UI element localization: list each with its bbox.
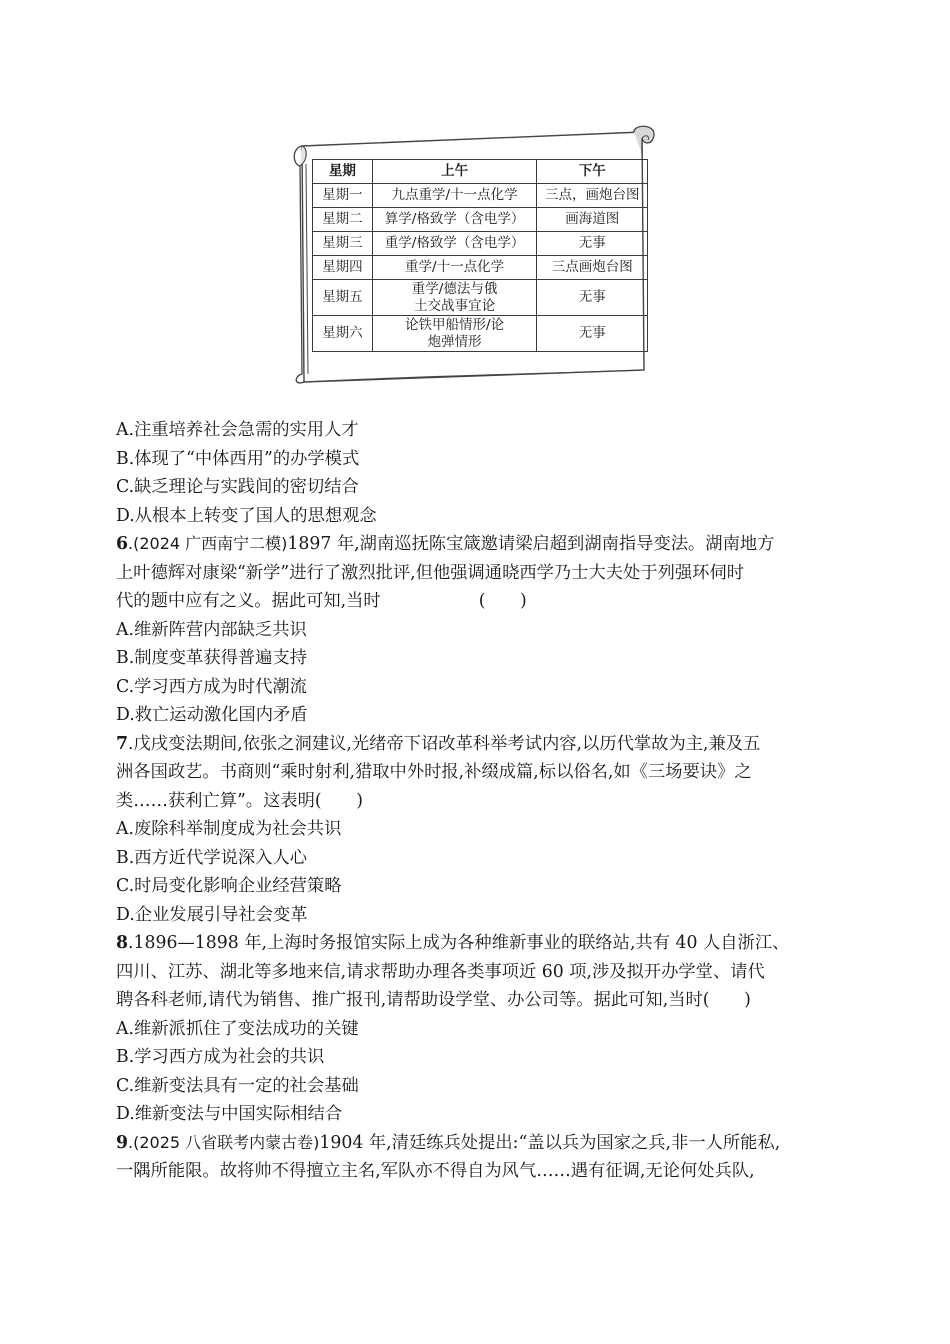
cell-day: 星期一 bbox=[313, 184, 373, 208]
q5-option-b: B.体现了“中体西用”的办学模式 bbox=[116, 448, 360, 469]
q9-number: 9 bbox=[116, 1132, 129, 1153]
q7-option-d: D.企业发展引导社会变革 bbox=[116, 904, 308, 925]
cell-afternoon: 画海道图 bbox=[537, 208, 648, 232]
cell-afternoon: 三点画炮台图 bbox=[537, 256, 648, 280]
q9-stem-line: 一隅所能限。故将帅不得擅立主名,军队亦不得自为风气……遇有征调,无论何处兵队, bbox=[116, 1161, 755, 1181]
cell-morning: 算学/格致学（含电学） bbox=[372, 208, 537, 232]
q8-option-a: A.维新派抓住了变法成功的关键 bbox=[116, 1018, 359, 1039]
q6-option-d: D.救亡运动激化国内矛盾 bbox=[116, 705, 308, 725]
q8-option-c: C.维新变法具有一定的社会基础 bbox=[116, 1075, 359, 1096]
table-row bbox=[313, 256, 648, 280]
q6-option-c: C.学习西方成为时代潮流 bbox=[116, 676, 307, 697]
q6-number: 6 bbox=[116, 534, 129, 554]
schedule-table bbox=[312, 159, 648, 352]
table-row bbox=[313, 232, 648, 256]
cell-day: 星期六 bbox=[313, 316, 373, 352]
cell-afternoon: 三点，画炮台图 bbox=[537, 184, 648, 208]
q8-stem-line: 8.1896—1898 年,上海时务报馆实际上成为各种维新事业的联络站,共有 40 人自浙江、 bbox=[116, 933, 790, 953]
cell-morning-line: 重学/德法与俄 bbox=[411, 280, 498, 297]
cell-morning-line: 土交战事宜论 bbox=[414, 297, 496, 314]
answer-blank: ( ) bbox=[478, 591, 527, 611]
cell-morning-line: 论铁甲船情形/论 bbox=[405, 316, 505, 333]
q8-stem-line: 聘各科老师,请代为销售、推广报刊,请帮助设学堂、办公司等。据此可知,当时( ) bbox=[116, 990, 751, 1010]
q8-option-d: D.维新变法与中国实际相结合 bbox=[116, 1104, 343, 1124]
cell-day: 星期二 bbox=[313, 208, 373, 232]
cell-morning-line: 炮弹情形 bbox=[427, 333, 482, 350]
q5-option-d: D.从根本上转变了国人的思想观念 bbox=[116, 505, 377, 526]
question-text bbox=[116, 416, 836, 1186]
q6-stem-line: 上叶德辉对康梁“新学”进行了激烈批评,但他强调通晓西学乃士大夫处于列强环伺时 bbox=[116, 562, 745, 583]
table-row bbox=[313, 316, 648, 352]
q7-stem-line: 类……获利亡算”。这表明( ) bbox=[116, 790, 363, 811]
q7-stem-line: 洲各国政艺。书商则“乘时射利,猎取中外时报,补缀成篇,标以俗名,如《三场要诀》之 bbox=[116, 762, 752, 782]
q6-stem-line: 6.(2024 广西南宁二模)1897 年,湖南巡抚陈宝箴邀请梁启超到湖南指导变法。湖南地方 bbox=[116, 534, 775, 554]
q8-stem-line: 四川、江苏、湖北等多地来信,请求帮助办理各类事项近 60 项,涉及拟开办学堂、请代 bbox=[116, 961, 765, 982]
header-afternoon: 下午 bbox=[537, 160, 648, 184]
table-row bbox=[313, 184, 648, 208]
q8-number: 8 bbox=[116, 933, 129, 953]
cell-morning bbox=[372, 280, 537, 316]
cell-day: 星期五 bbox=[313, 280, 373, 316]
q7-option-c: C.时局变化影响企业经营策略 bbox=[116, 876, 342, 896]
table-header-row bbox=[313, 160, 648, 184]
cell-day: 星期三 bbox=[313, 232, 373, 256]
q7-stem-line: 7.戊戌变法期间,依张之洞建议,光绪帝下诏改革科举考试内容,以历代掌故为主,兼及五 bbox=[116, 733, 761, 754]
table-row bbox=[313, 208, 648, 232]
q7-number: 7 bbox=[116, 733, 129, 754]
cell-morning: 重学/格致学（含电学） bbox=[372, 232, 537, 256]
q6-option-a: A.维新阵营内部缺乏共识 bbox=[116, 619, 307, 640]
q6-stem-line: 代的题中应有之义。据此可知,当时 ( ) bbox=[116, 587, 836, 616]
q7-option-b: B.西方近代学说深入人心 bbox=[116, 847, 308, 868]
q8-option-b: B.学习西方成为社会的共识 bbox=[116, 1047, 325, 1067]
q6-source: .(2024 广西南宁二模) bbox=[128, 534, 288, 553]
cell-morning: 重学/十一点化学 bbox=[372, 256, 537, 280]
schedule-figure bbox=[292, 124, 660, 386]
cell-morning: 九点重学/十一点化学 bbox=[372, 184, 537, 208]
cell-afternoon: 无事 bbox=[537, 316, 648, 352]
header-day: 星期 bbox=[313, 160, 373, 184]
table-row bbox=[313, 280, 648, 316]
header-morning: 上午 bbox=[372, 160, 537, 184]
q5-option-a: A.注重培养社会急需的实用人才 bbox=[116, 420, 359, 440]
q7-option-a: A.废除科举制度成为社会共识 bbox=[116, 819, 342, 839]
q9-source: .(2025 八省联考内蒙古卷) bbox=[128, 1132, 320, 1152]
cell-afternoon: 无事 bbox=[537, 232, 648, 256]
q5-option-c: C.缺乏理论与实践间的密切结合 bbox=[116, 477, 359, 497]
q6-option-b: B.制度变革获得普遍支持 bbox=[116, 648, 308, 668]
cell-afternoon: 无事 bbox=[537, 280, 648, 316]
q9-stem-line: 9.(2025 八省联考内蒙古卷)1904 年,清廷练兵处提出:“盖以兵为国家之兵,非一人所能私, bbox=[116, 1132, 781, 1153]
cell-day: 星期四 bbox=[313, 256, 373, 280]
cell-morning bbox=[372, 316, 537, 352]
